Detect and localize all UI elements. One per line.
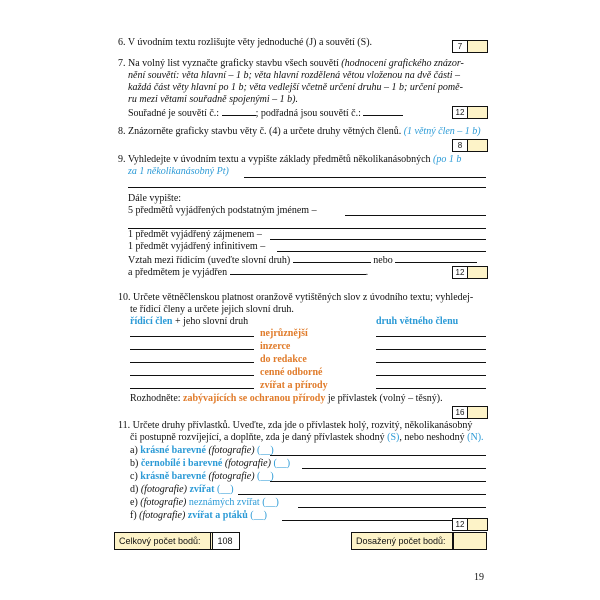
score-input-q9[interactable] xyxy=(468,267,487,278)
q11-line-d[interactable] xyxy=(238,494,486,495)
q11-blank[interactable]: (__) xyxy=(257,445,274,456)
score-box-q7: 12 xyxy=(452,106,488,119)
score-box-q9: 12 xyxy=(452,266,488,279)
q9-expressed-line: a předmětem je vyjádřen . xyxy=(128,267,369,278)
q11-line-b[interactable] xyxy=(302,468,486,469)
achieved-points-label: Dosažený počet bodů: xyxy=(351,532,453,550)
q9-nouns-label: 5 předmětů vyjádřených podstatným jménem – xyxy=(128,205,317,216)
q9-pronoun-label: 1 předmět vyjádřený zájmenem – xyxy=(128,229,262,240)
score-input-q6[interactable] xyxy=(468,41,487,52)
q10-word: cenné odborné xyxy=(260,367,323,378)
question-11: 11. Určete druhy přívlastků. Uveďte, zda jde o přívlastek holý, rozvitý, několikanásobný či postupně rozvíjející, a doplňte, zda je daný přívlastek shodný (S), nebo neshodný (N). xyxy=(118,420,484,443)
q11-item-e: e) (fotografie) neznámých zvířat (__) xyxy=(130,497,279,508)
answer-line-q9-1[interactable] xyxy=(244,177,486,178)
q9-also-label: Dále vypište: xyxy=(128,193,182,204)
page-number: 19 xyxy=(474,572,484,583)
q11-line-e[interactable] xyxy=(298,507,486,508)
q11-item-a: a) krásné barevné (fotografie) (__) xyxy=(130,445,274,456)
q11-line-a[interactable] xyxy=(270,455,486,456)
score-box-q11: 12 xyxy=(452,518,488,531)
q11-blank[interactable]: (__) xyxy=(250,510,267,521)
q10-left-line-1[interactable] xyxy=(130,336,254,337)
q10-left-line-5[interactable] xyxy=(130,388,254,389)
total-points-label: Celkový počet bodů: xyxy=(114,532,213,550)
answer-line-q9-relation-2[interactable] xyxy=(395,253,477,263)
score-box-q8: 8 xyxy=(452,139,488,152)
q10-left-line-3[interactable] xyxy=(130,362,254,363)
q10-decide-line: Rozhodněte: zabývajících se ochranou přírody je přívlastek (volný – těsný). xyxy=(130,393,443,404)
q11-item-d: d) (fotografie) zvířat (__) xyxy=(130,484,234,495)
q10-right-line-2[interactable] xyxy=(376,349,486,350)
question-10: 10. Určete větněčlenskou platnost oranžově vytištěných slov z úvodního textu; vyhledej- te řídicí členy a určete jejich slovní druh. xyxy=(118,292,474,315)
q10-word: inzerce xyxy=(260,341,291,352)
achieved-points-input[interactable] xyxy=(453,532,487,550)
q10-left-header: řídicí člen + jeho slovní druh xyxy=(130,316,249,327)
question-8: 8. Znázorněte graficky stavbu věty č. (4) a určete druhy větných členů. (1 větný člen – 1 b) xyxy=(118,126,481,137)
answer-line-q9-2[interactable] xyxy=(128,187,486,188)
score-input-q7[interactable] xyxy=(468,107,487,118)
q10-right-line-3[interactable] xyxy=(376,362,486,363)
score-input-q8[interactable] xyxy=(468,140,487,151)
q11-blank[interactable]: (__) xyxy=(262,497,279,508)
q9-relation-line: Vztah mezi řídicím (uveďte slovní druh) nebo xyxy=(128,253,477,267)
q10-word: nejrůznější xyxy=(260,328,308,339)
q10-right-line-5[interactable] xyxy=(376,388,486,389)
score-input-q10[interactable] xyxy=(468,407,487,418)
score-input-q11[interactable] xyxy=(468,519,487,530)
q10-left-line-2[interactable] xyxy=(130,349,254,350)
q11-item-f: f) (fotografie) zvířat a ptáků (__) xyxy=(130,510,267,521)
q11-item-c: c) krásně barevné (fotografie) (__) xyxy=(130,471,274,482)
q11-item-b: b) černobílé i barevné (fotografie) (__) xyxy=(130,458,291,469)
score-box-q10: 16 xyxy=(452,406,488,419)
question-7: 7. Na volný list vyznačte graficky stavbu všech souvětí (hodnocení grafického znázor- nění souvětí: věta hlavní – 1 b; věta hlavní rozdělená větou vloženou na dvě části – každá část věty hlavní po 1 b; věta vedlejší včetně určení druhu – 1 b; určení pomě- ru mezi větami souřadně spojenými – 1 b). Souřadné je souvětí č.: ; podřadná jsou souvětí č.: xyxy=(118,58,464,119)
q11-blank[interactable]: (__) xyxy=(257,471,274,482)
answer-line-coordinate[interactable] xyxy=(222,106,256,116)
q11-blank[interactable]: (__) xyxy=(216,484,234,495)
q10-word: zvířat a přírody xyxy=(260,380,328,391)
q10-right-line-4[interactable] xyxy=(376,375,486,376)
answer-line-q9-expressed[interactable] xyxy=(230,265,366,275)
q11-line-c[interactable] xyxy=(270,481,486,482)
q10-right-line-1[interactable] xyxy=(376,336,486,337)
answer-line-q9-nouns[interactable] xyxy=(345,215,486,216)
q10-left-line-4[interactable] xyxy=(130,375,254,376)
q10-word: do redakce xyxy=(260,354,307,365)
answer-line-q9-relation[interactable] xyxy=(293,253,371,263)
score-box-q6: 7 xyxy=(452,40,488,53)
total-points-value: 108 xyxy=(210,532,240,550)
q9-infinitive-label: 1 předmět vyjádřený infinitivem – xyxy=(128,241,266,252)
question-6: 6. V úvodním textu rozlišujte věty jednoduché (J) a souvětí (S). xyxy=(118,37,373,48)
question-9: 9. Vyhledejte v úvodním textu a vypište základy předmětů několikanásobných (po 1 b za 1 několikanásobný Pt) xyxy=(118,154,462,177)
answer-line-q9-infinitive[interactable] xyxy=(277,251,486,252)
answer-line-q9-pronoun[interactable] xyxy=(270,239,486,240)
answer-line-subordinate[interactable] xyxy=(363,106,403,116)
q11-blank[interactable]: (__) xyxy=(273,458,291,469)
q10-right-header: druh větného členu xyxy=(376,316,459,327)
